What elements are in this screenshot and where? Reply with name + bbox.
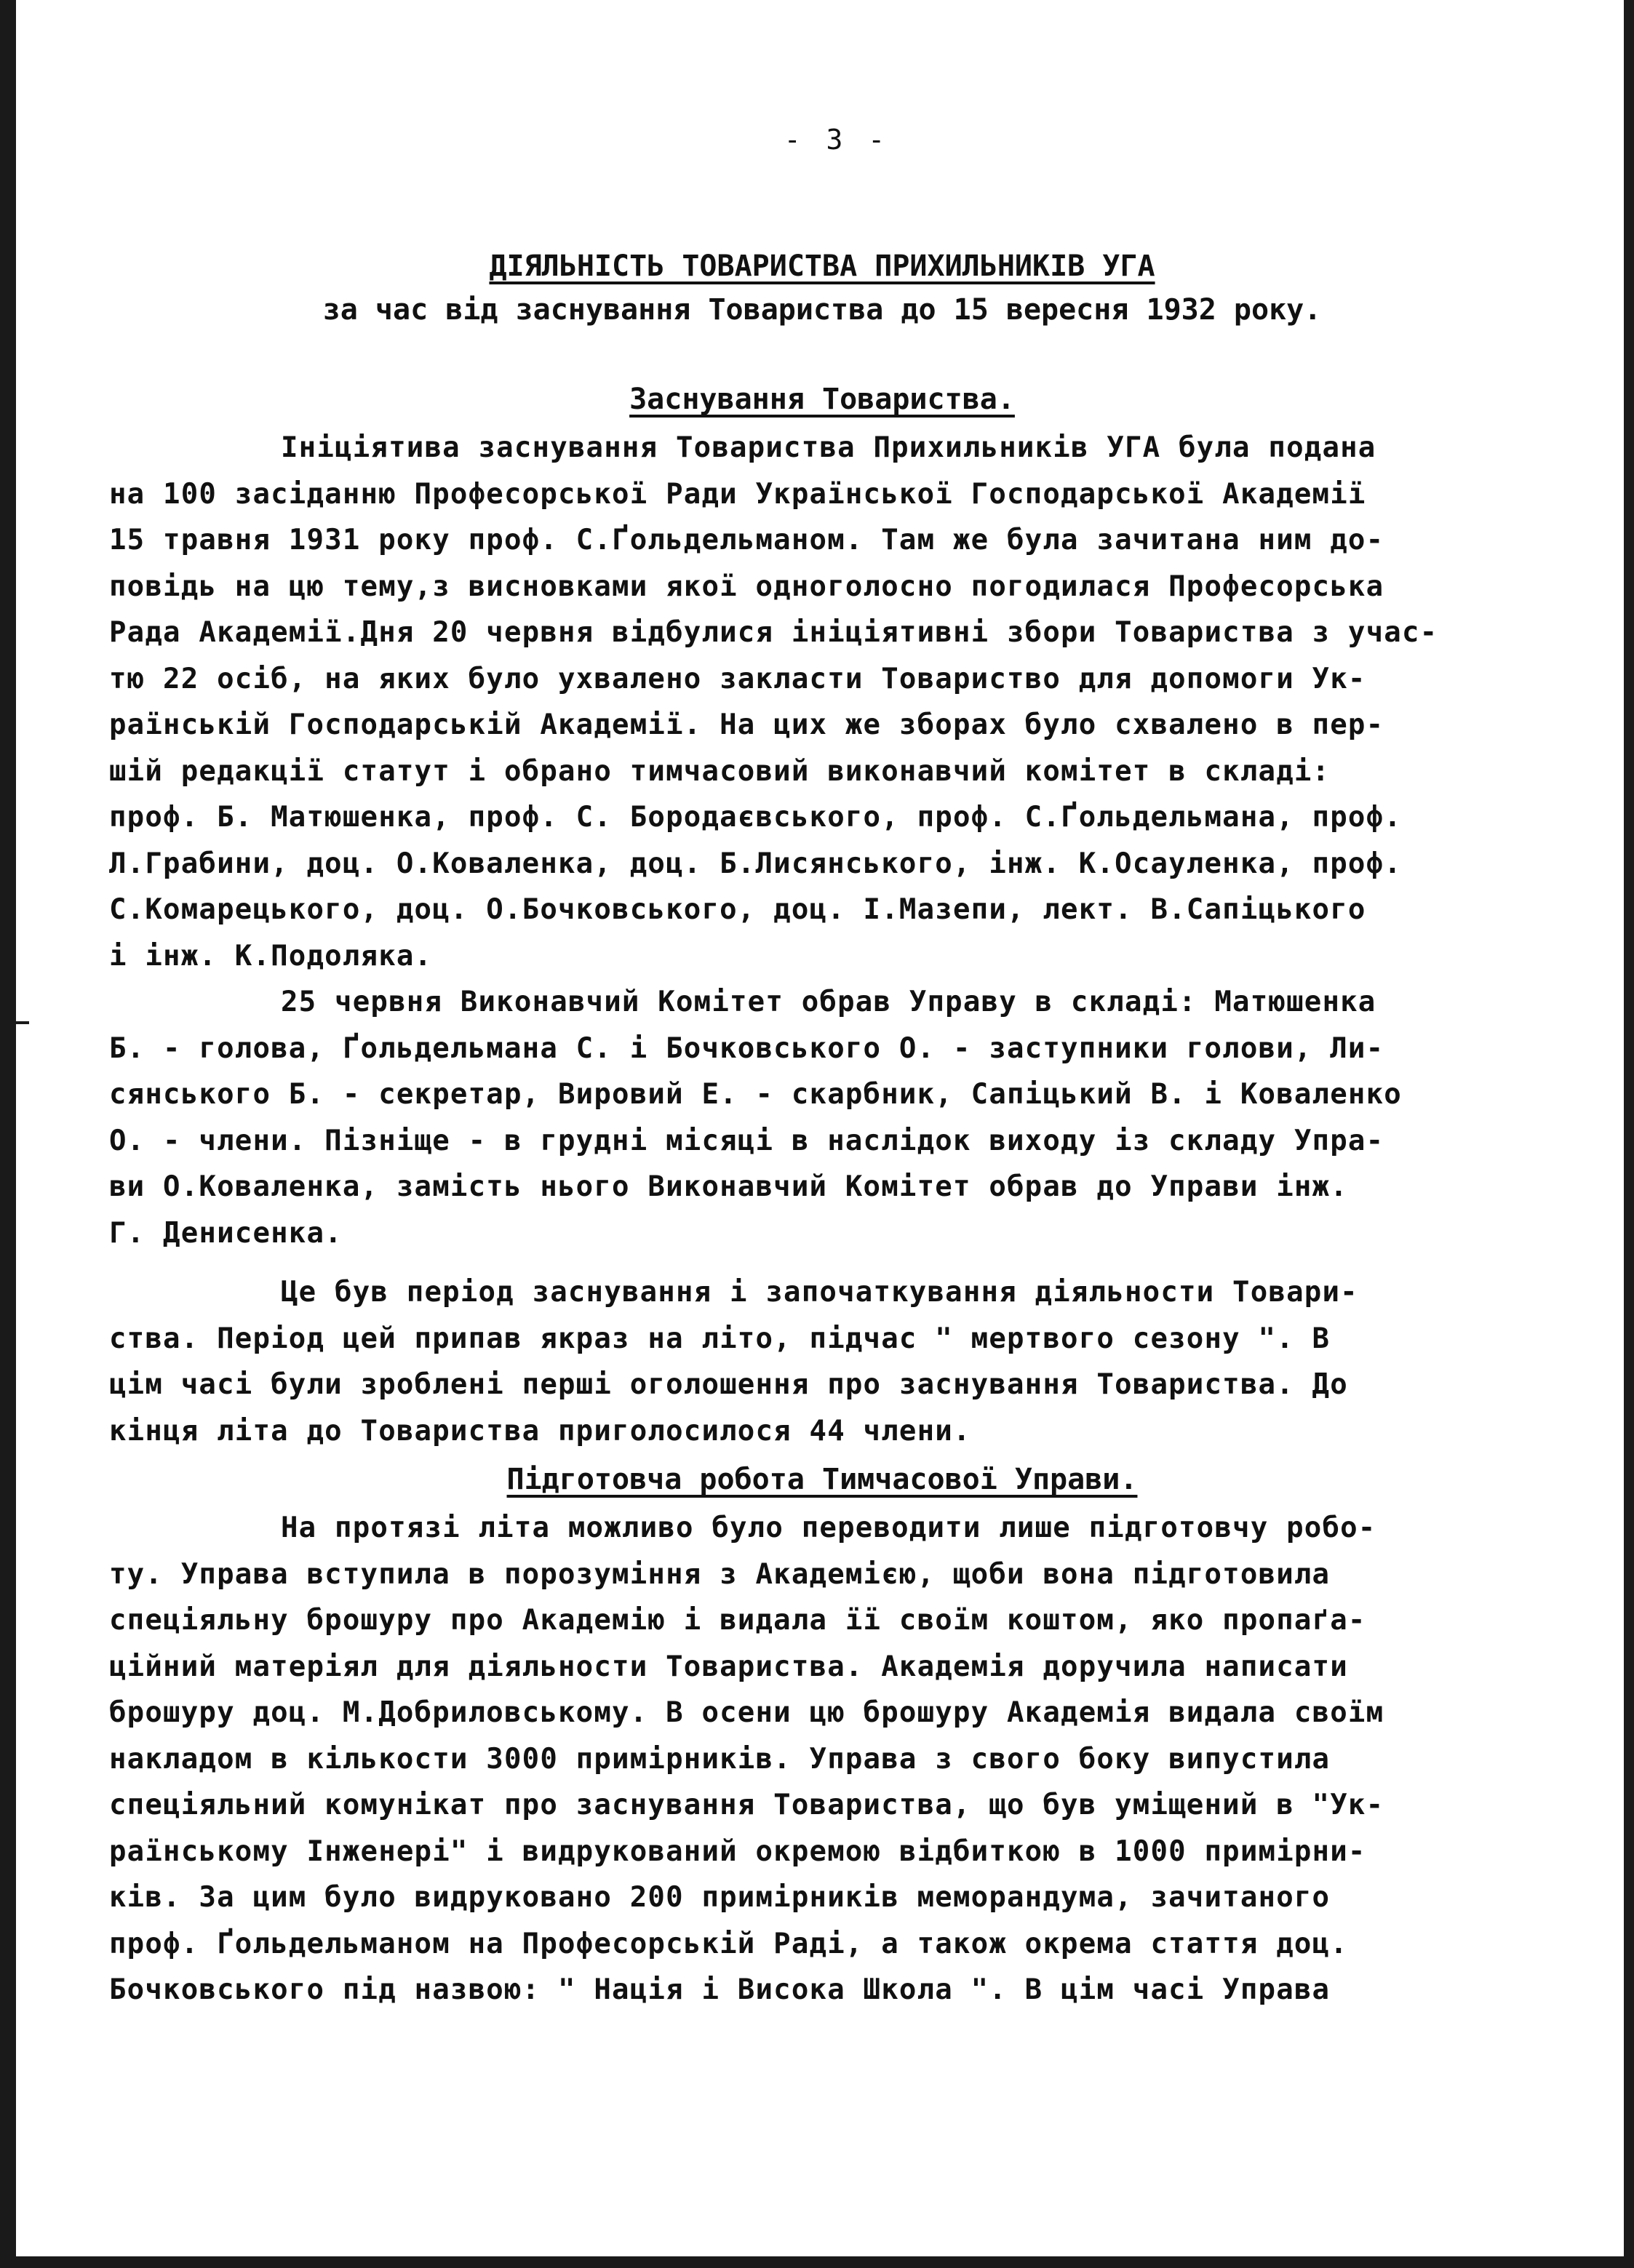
text-line: ви О.Коваленка, замість нього Виконавчий Комітет обрав до Управи інж. bbox=[109, 1170, 1348, 1203]
text-line: Бочковського під назвою: " Нація і Висока Школа ". В цім часі Управа bbox=[109, 1973, 1331, 2006]
text-line: Б. - голова, Ґольдельмана С. і Бочковського О. - заступники голови, Ли- bbox=[109, 1031, 1384, 1065]
text-line: сянського Б. - секретар, Вировий Е. - скарбник, Сапіцький В. і Коваленко bbox=[109, 1078, 1402, 1111]
text-line: проф. Б. Матюшенка, проф. С. Бородаєвського, проф. С.Ґольдельмана, проф. bbox=[109, 801, 1402, 834]
section-heading-text: Заснування Товариства. bbox=[629, 383, 1015, 416]
text-line: раїнському Інженері" і видрукований окремою відбиткою в 1000 примірни- bbox=[109, 1834, 1366, 1868]
section-heading-founding bbox=[109, 374, 1535, 425]
text-line: 25 червня Виконавчий Комітет обрав Управу в складі: Матюшенка bbox=[281, 986, 1376, 1018]
document-subtitle: за час від заснування Товариства до 15 вересня 1932 року. bbox=[322, 293, 1322, 327]
scan-edge-bottom bbox=[0, 2256, 1634, 2268]
section-heading-preparatory-work bbox=[109, 1454, 1535, 1505]
text-line: спеціяльний комунікат про заснування Товариства, що був уміщений в "Ук- bbox=[109, 1789, 1384, 1821]
text-line: На протязі літа можливо було переводити лише підготовчу робо- bbox=[281, 1512, 1376, 1544]
text-line: О. - члени. Пізніще - в грудні місяці в наслідок виходу із складу Упра- bbox=[109, 1124, 1384, 1157]
document-title bbox=[109, 244, 1535, 288]
paragraph bbox=[109, 425, 1535, 979]
text-line: брошуру доц. М.Добриловському. В осени цю брошуру Академія видала своїм bbox=[109, 1696, 1384, 1729]
text-line: ства. Період цей припав якраз на літо, підчас " мертвого сезону ". В bbox=[109, 1322, 1331, 1355]
text-line: і інж. К.Подоляка. bbox=[109, 939, 433, 973]
scan-edge-right bbox=[1624, 0, 1634, 2268]
document-title-text: ДІЯЛЬНІСТЬ ТОВАРИСТВА ПРИХИЛЬНИКІВ УГА bbox=[489, 249, 1155, 283]
text-line: 15 травня 1931 року проф. С.Ґольдельманом. Там же була зачитана ним до- bbox=[109, 524, 1384, 556]
text-line: кінця літа до Товариства приголосилося 44 члени. bbox=[109, 1414, 971, 1448]
paragraph bbox=[109, 1269, 1535, 1454]
text-line: ційний матеріял для діяльности Товариства. Академія доручила написати bbox=[109, 1650, 1348, 1683]
margin-tick-mark bbox=[16, 1021, 29, 1024]
text-line: Рада Академії.Дня 20 червня відбулися ініціятивні збори Товариства з учас- bbox=[109, 616, 1438, 649]
text-line: тю 22 осіб, на яких було ухвалено закласти Товариство для допомоги Ук- bbox=[109, 662, 1366, 695]
text-line: ту. Управа вступила в порозуміння з Академією, щоби вона підготовила bbox=[109, 1557, 1331, 1591]
text-line: спеціяльну брошуру про Академію і видала її своїм коштом, яко пропаґа- bbox=[109, 1604, 1366, 1637]
text-line: Л.Грабини, доц. О.Коваленка, доц. Б.Лисянського, інж. К.Осауленка, проф. bbox=[109, 847, 1402, 880]
text-line: повідь на цю тему,з висновками якої одноголосно погодилася Професорська bbox=[109, 570, 1384, 603]
section-heading-text: Підготовча робота Тимчасової Управи. bbox=[506, 1463, 1138, 1496]
paragraph bbox=[109, 1505, 1535, 2013]
text-line: С.Комарецького, доц. О.Бочковського, доц. І.Мазепи, лект. В.Сапіцького bbox=[109, 893, 1366, 926]
document-body bbox=[109, 124, 1535, 2013]
text-line: проф. Ґольдельманом на Професорській Раді, а також окрема стаття доц. bbox=[109, 1927, 1348, 1960]
text-line: Це був період заснування і започаткування діяльности Товари- bbox=[281, 1276, 1358, 1309]
text-line: цім часі були зроблені перші оголошення про заснування Товариства. До bbox=[109, 1368, 1348, 1401]
text-line: ків. За цим було видруковано 200 примірників меморандума, зачитаного bbox=[109, 1881, 1331, 1914]
text-line: Г. Денисенка. bbox=[109, 1216, 343, 1250]
page-number: - 3 - bbox=[784, 124, 890, 156]
text-line: Ініціятива заснування Товариства Прихильників УГА була подана bbox=[281, 431, 1376, 464]
text-line: накладом в кількости 3000 примірників. Управа з свого боку випустила bbox=[109, 1742, 1331, 1776]
text-line: на 100 засіданню Професорської Ради Української Господарської Академії bbox=[109, 477, 1366, 511]
scan-edge-left bbox=[0, 0, 16, 2268]
text-line: раїнській Господарській Академії. На цих же зборах було схвалено в пер- bbox=[109, 708, 1384, 741]
text-line: шій редакції статут і обрано тимчасовий виконавчий комітет в складі: bbox=[109, 754, 1331, 788]
paragraph bbox=[109, 979, 1535, 1256]
